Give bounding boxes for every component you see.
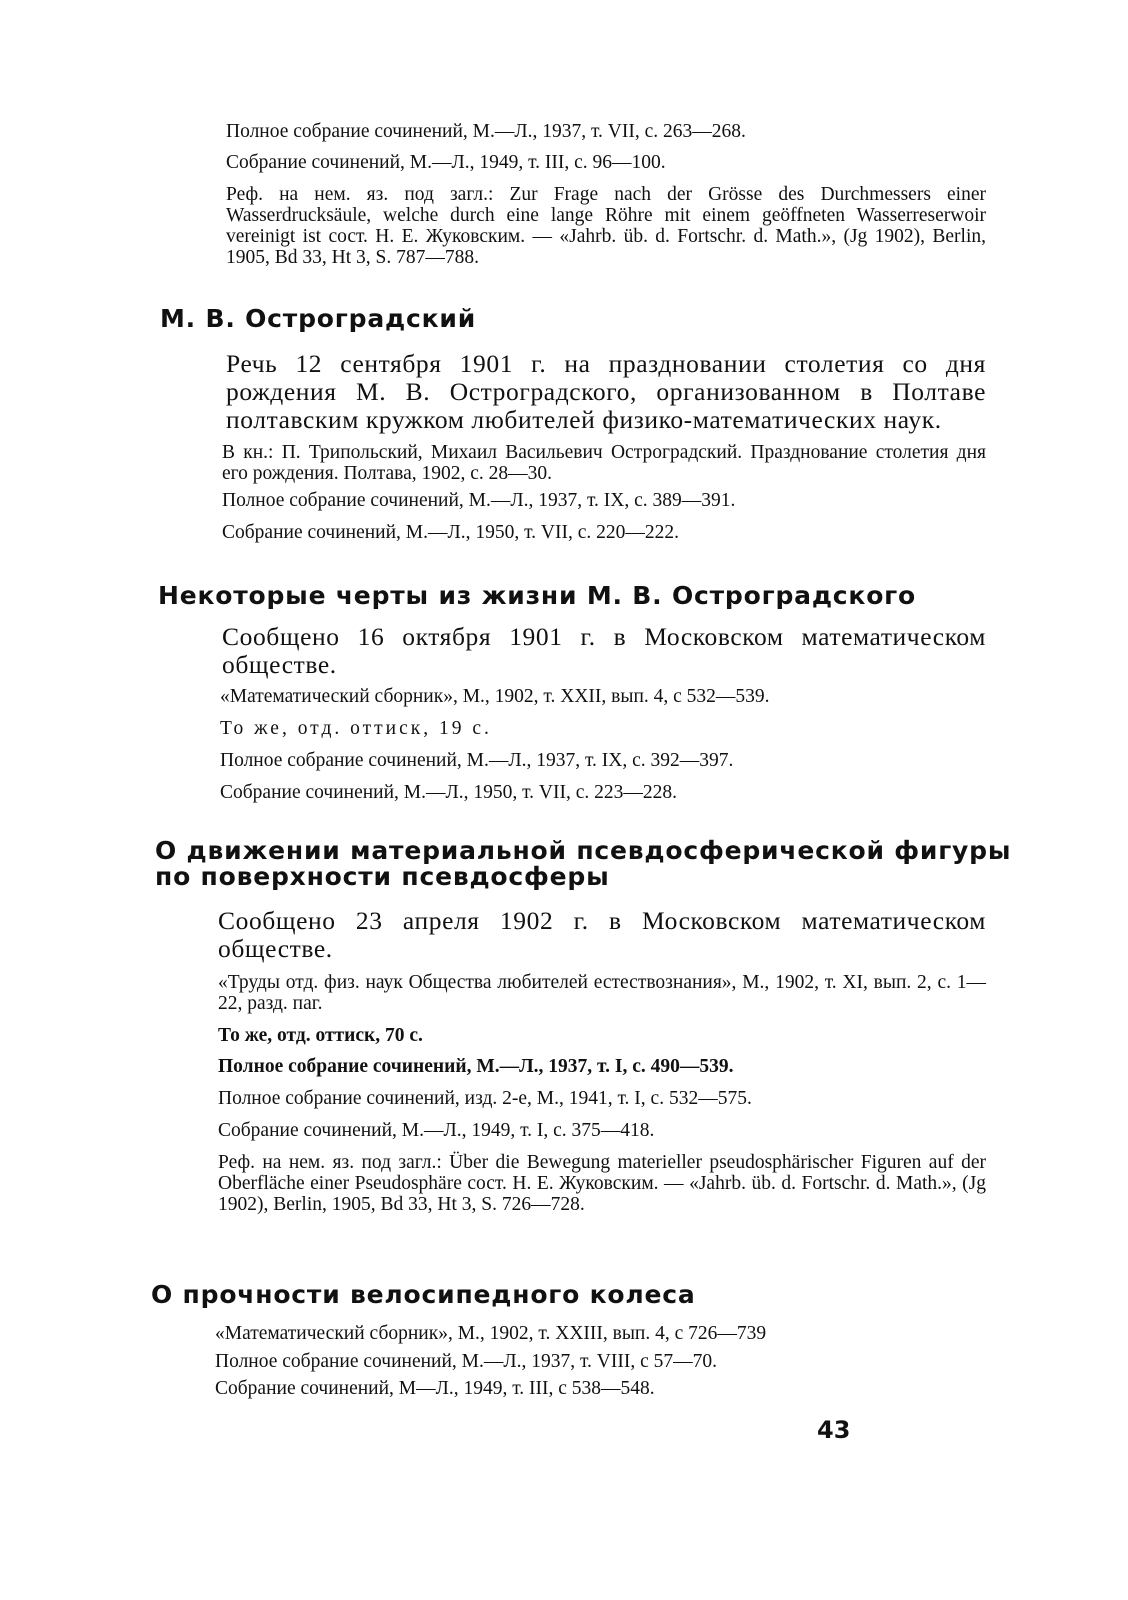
reference-entry: Полное собрание сочинений, М.—Л., 1937, т. VIII, с 57—70.	[215, 1351, 718, 1372]
reference-entry: «Математический сборник», М., 1902, т. XXII, вып. 4, с 532—539.	[220, 686, 770, 707]
section-heading: О прочности велосипедного колеса	[151, 1280, 696, 1309]
reference-entry: «Труды отд. физ. наук Общества любителей естествознания», М., 1902, т. XI, вып. 2, с. 1—22, разд. паг.	[218, 972, 986, 1014]
reference-entry: Собрание сочинений, М.—Л., 1950, т. VII, с. 220—222.	[222, 522, 679, 543]
reference-entry: Полное собрание сочинений, изд. 2-е, М., 1941, т. I, с. 532—575.	[218, 1088, 752, 1109]
reference-entry: Полное собрание сочинений, М.—Л., 1937, т. IX, с. 392—397.	[220, 750, 734, 771]
section-description: Сообщено 16 октября 1901 г. в Московском математическом обществе.	[222, 622, 986, 679]
reference-entry: Собрание сочинений, М.—Л., 1949, т. I, с. 375—418.	[218, 1120, 655, 1141]
section-heading: М. В. Остроградский	[160, 304, 477, 333]
reference-entry: Собрание сочинений, М.—Л., 1949, т. III, с. 96—100.	[226, 152, 666, 173]
reference-entry: «Математический сборник», М., 1902, т. XXIII, вып. 4, с 726—739	[215, 1323, 767, 1344]
reference-entry: Собрание сочинений, М—Л., 1949, т. III, с 538—548.	[215, 1378, 655, 1399]
reference-entry: Полное собрание сочинений, М.—Л., 1937, т. IX, с. 389—391.	[222, 490, 736, 511]
reference-entry: Собрание сочинений, М.—Л., 1950, т. VII, с. 223—228.	[220, 782, 677, 803]
reference-entry: Реф. на нем. яз. под загл.: Über die Bewegung materieller pseudosphärischer Figuren auf der Oberfläche einer Pseudosphäre сост. Н. Е. Жуковским. — «Jahrb. üb. d. Fortschr. d. Math.», (Jg 1902), Berlin, 1905, Bd 33, Ht 3, S. 726—728.	[218, 1152, 986, 1215]
reference-entry: То же, отд. оттиск, 70 с.	[218, 1025, 423, 1046]
reference-entry: Полное собрание сочинений, М.—Л., 1937, т. VII, с. 263—268.	[226, 121, 746, 142]
section-heading: по поверхности псевдосферы	[155, 862, 610, 891]
reference-entry: В кн.: П. Трипольский, Михаил Васильевич Остроградский. Празднование столетия дня его рождения. Полтава, 1902, с. 28—30.	[222, 442, 986, 484]
section-heading: Некоторые черты из жизни М. В. Остроградского	[158, 581, 917, 610]
section-heading: О движении материальной псевдосферической фигуры	[155, 836, 1012, 865]
section-description: Сообщено 23 апреля 1902 г. в Московском математическом обществе.	[218, 906, 986, 963]
section-description: Речь 12 сентября 1901 г. на праздновании столетия со дня рождения М. В. Остроградского, организованном в Полтаве полтавским кружком любителей физико-математических наук.	[226, 349, 986, 434]
page-number: 43	[817, 1416, 851, 1444]
reference-entry: То же, отд. оттиск, 19 с.	[220, 718, 492, 739]
reference-entry: Реф. на нем. яз. под загл.: Zur Frage nach der Grösse des Durchmessers einer Wasserdrucksäule, welche durch eine lange Röhre mit einem geöffneten Wasserreserwoir vereinigt ist сост. Н. Е. Жуковским. — «Jahrb. üb. d. Fortschr. d. Math.», (Jg 1902), Berlin, 1905, Bd 33, Ht 3, S. 787—788.	[226, 184, 986, 268]
reference-entry: Полное собрание сочинений, М.—Л., 1937, т. I, с. 490—539.	[218, 1056, 734, 1077]
